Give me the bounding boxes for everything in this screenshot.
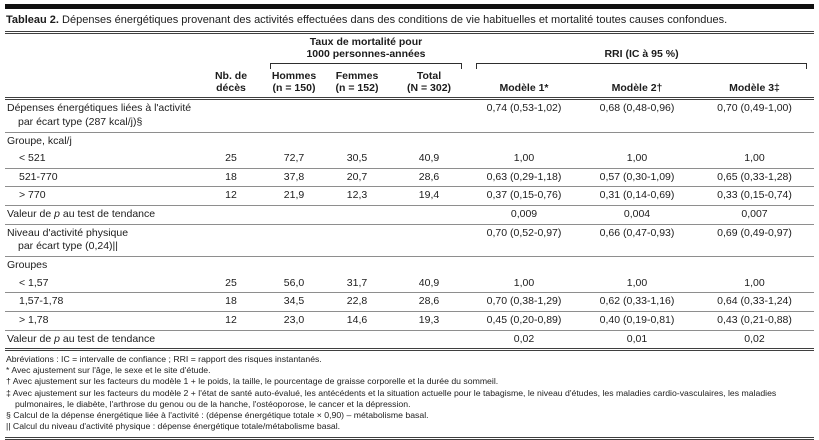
cell-model1: 0,63 (0,29-1,18) — [469, 168, 579, 187]
femmes-header-n: (n = 152) — [335, 81, 379, 94]
row-label-line2: par écart type (287 kcal/j)§ — [18, 115, 143, 128]
cell-femmes: 30,5 — [346, 152, 368, 165]
column-header-hommes — [263, 69, 325, 99]
row-label — [5, 330, 469, 350]
row-label-line1: Niveau d'activité physique — [7, 226, 129, 239]
cell-model1: 1,00 — [513, 152, 535, 165]
mortality-spanner-line2: 1000 personnes-années — [306, 48, 426, 61]
cell-deaths: 18 — [199, 293, 263, 312]
spanner-row — [5, 35, 814, 68]
table-row-lt157 — [5, 275, 814, 293]
cell-model1: 0,70 (0,38-1,29) — [469, 293, 579, 312]
table-row-lt521 — [5, 150, 814, 168]
table-number: Tableau 2. — [6, 14, 59, 26]
cell-model2: 0,66 (0,47-0,93) — [579, 224, 695, 256]
cell-model2: 0,57 (0,30-1,09) — [579, 168, 695, 187]
cell-hommes: 23,0 — [263, 311, 325, 330]
cell-femmes: 12,3 — [325, 187, 389, 206]
cell-hommes: 37,8 — [263, 168, 325, 187]
cell-deaths: 12 — [199, 311, 263, 330]
cell-femmes: 20,7 — [325, 168, 389, 187]
cell-femmes: 14,6 — [325, 311, 389, 330]
row-label-header — [5, 69, 199, 99]
cell-model2: 0,68 (0,48-0,96) — [599, 102, 675, 115]
cell-model1: 0,70 (0,52-0,97) — [469, 224, 579, 256]
cell-model1: 0,74 (0,53-1,02) — [486, 102, 562, 115]
cell-model3: 1,00 — [744, 276, 765, 289]
mortality-spanner-line1: Taux de mortalité pour — [309, 36, 423, 49]
row-label — [5, 206, 469, 225]
ptrend-label-post: au test de tendance — [59, 208, 156, 221]
footnote-model2: † Avec ajustement sur les facteurs du modèle 1 + le poids, la taille, le pourcentage de graisse corporelle et la durée du sommeil. — [6, 376, 499, 387]
cell-model2: 0,01 — [579, 330, 695, 350]
cell-model3: 0,33 (0,15-0,74) — [695, 187, 814, 206]
column-header-model3: Modèle 3‡ — [695, 69, 814, 99]
table-body — [5, 99, 814, 350]
cell-deaths: 25 — [225, 152, 237, 165]
column-header-femmes — [325, 69, 389, 99]
cell-femmes: 22,8 — [325, 293, 389, 312]
cell-total: 28,6 — [389, 293, 469, 312]
cell-model2: 1,00 — [626, 276, 648, 289]
row-label — [5, 99, 469, 132]
cell-model3: 0,64 (0,33-1,24) — [695, 293, 814, 312]
footnote-energy-calc: § Calcul de la dépense énergétique liée à l'activité : (dépense énergétique totale × 0,90) – métabolisme basal. — [6, 409, 429, 420]
row-label: > 1,78 — [5, 311, 199, 330]
cell-total: 28,6 — [389, 168, 469, 187]
table-row-gt178 — [5, 311, 814, 330]
table-title — [5, 11, 814, 31]
row-label: > 770 — [5, 187, 199, 206]
section-row-groupe-kcal — [5, 132, 814, 150]
deaths-header-line1: Nb. de — [214, 69, 248, 82]
cell-total: 40,9 — [418, 276, 440, 289]
row-label-line2: par écart type (0,24)|| — [18, 240, 119, 253]
cell-hommes: 21,9 — [263, 187, 325, 206]
table-row-ptrend-1 — [5, 206, 814, 225]
total-header-n: (N = 302) — [406, 81, 452, 94]
footnotes — [5, 351, 814, 436]
deaths-header-line2: décès — [216, 81, 246, 94]
cell-model3: 0,43 (0,21-0,88) — [695, 311, 814, 330]
section-label: Groupe, kcal/j — [5, 132, 814, 150]
column-header-row — [5, 69, 814, 99]
cell-model1: 0,02 — [469, 330, 579, 350]
section-row-groupes — [5, 257, 814, 275]
spanner-spacer — [5, 35, 263, 68]
footnote-model1: * Avec ajustement sur l'âge, le sexe et le site d'étude. — [6, 365, 211, 376]
cell-model3: 1,00 — [744, 152, 765, 165]
cell-model3: 0,69 (0,49-0,97) — [695, 224, 814, 256]
rri-spanner — [469, 35, 814, 68]
cell-deaths: 25 — [225, 276, 237, 289]
cell-model3: 0,007 — [695, 206, 814, 225]
ptrend-label-post: au test de tendance — [59, 332, 156, 345]
cell-hommes: 56,0 — [283, 276, 305, 289]
table-row-energy-sd — [5, 99, 814, 132]
mortality-spanner — [263, 35, 469, 68]
ptrend-label-pre: Valeur de — [7, 332, 55, 345]
hommes-header-n: (n = 150) — [272, 81, 316, 94]
table-row-521-770 — [5, 168, 814, 187]
ptrend-label-pre: Valeur de — [7, 208, 55, 221]
hommes-header-name: Hommes — [271, 69, 317, 82]
row-label-line1: Dépenses énergétiques liées à l'activité — [7, 102, 192, 115]
cell-model2: 0,004 — [579, 206, 695, 225]
femmes-header-name: Femmes — [335, 69, 379, 82]
ptrend-label-p: p — [54, 208, 60, 221]
total-header-name: Total — [416, 69, 442, 82]
cell-hommes: 72,7 — [283, 152, 305, 165]
cell-deaths: 12 — [199, 187, 263, 206]
table-header — [5, 35, 814, 98]
column-header-total — [389, 69, 469, 99]
table-row-activity-level-sd — [5, 224, 814, 256]
cell-model3: 0,65 (0,33-1,28) — [695, 168, 814, 187]
cell-deaths: 18 — [199, 168, 263, 187]
cell-femmes: 31,7 — [346, 276, 368, 289]
table-row-157-178 — [5, 293, 814, 312]
cell-model1: 0,009 — [469, 206, 579, 225]
table-caption: Dépenses énergétiques provenant des activités effectuées dans des conditions de vie habituelles et mortalité toutes causes confondues. — [58, 14, 728, 26]
column-header-model2: Modèle 2† — [579, 69, 695, 99]
section-label: Groupes — [5, 257, 814, 275]
cell-model3: 0,02 — [695, 330, 814, 350]
table-row-ptrend-2 — [5, 330, 814, 350]
footnote-model3: ‡ Avec ajustement sur les facteurs du modèle 2 + l'état de santé auto-évalué, les antécédents et la situation actuelle pour le tabagisme, le niveau d'études, les maladies cardio-vasculaires, les maladies pulmonaires, le diabète, l'arthrose du genou ou de la hanche, l'ostéoporose, le cancer et la dépression. — [6, 387, 777, 409]
cell-model2: 1,00 — [626, 152, 648, 165]
row-label: 521-770 — [5, 168, 199, 187]
cell-total: 19,4 — [389, 187, 469, 206]
title-divider — [5, 31, 814, 34]
column-header-deaths — [199, 69, 263, 99]
row-label: < 1,57 — [19, 276, 49, 289]
table-row-gt770 — [5, 187, 814, 206]
rri-spanner-label: RRI (IC à 95 %) — [604, 48, 679, 61]
cell-total: 40,9 — [418, 152, 440, 165]
cell-model2: 0,31 (0,14-0,69) — [579, 187, 695, 206]
column-header-model1: Modèle 1* — [469, 69, 579, 99]
ptrend-label-p: p — [54, 332, 60, 345]
data-table — [5, 35, 814, 351]
cell-total: 19,3 — [389, 311, 469, 330]
footnote-abbreviations: Abréviations : IC = intervalle de confiance ; RRI = rapport des risques instantanés. — [6, 354, 322, 365]
cell-model3: 0,70 (0,49-1,00) — [717, 102, 792, 115]
row-label — [5, 224, 469, 256]
row-label: < 521 — [19, 152, 46, 165]
row-label: 1,57-1,78 — [5, 293, 199, 312]
cell-model1: 1,00 — [513, 276, 535, 289]
cell-model2: 0,62 (0,33-1,16) — [579, 293, 695, 312]
top-black-bar — [5, 4, 814, 9]
cell-model1: 0,45 (0,20-0,89) — [469, 311, 579, 330]
cell-model2: 0,40 (0,19-0,81) — [579, 311, 695, 330]
cell-model1: 0,37 (0,15-0,76) — [469, 187, 579, 206]
footnote-activity-calc: || Calcul du niveau d'activité physique : dépense énergétique totale/métabolisme basal. — [6, 420, 341, 431]
cell-hommes: 34,5 — [263, 293, 325, 312]
